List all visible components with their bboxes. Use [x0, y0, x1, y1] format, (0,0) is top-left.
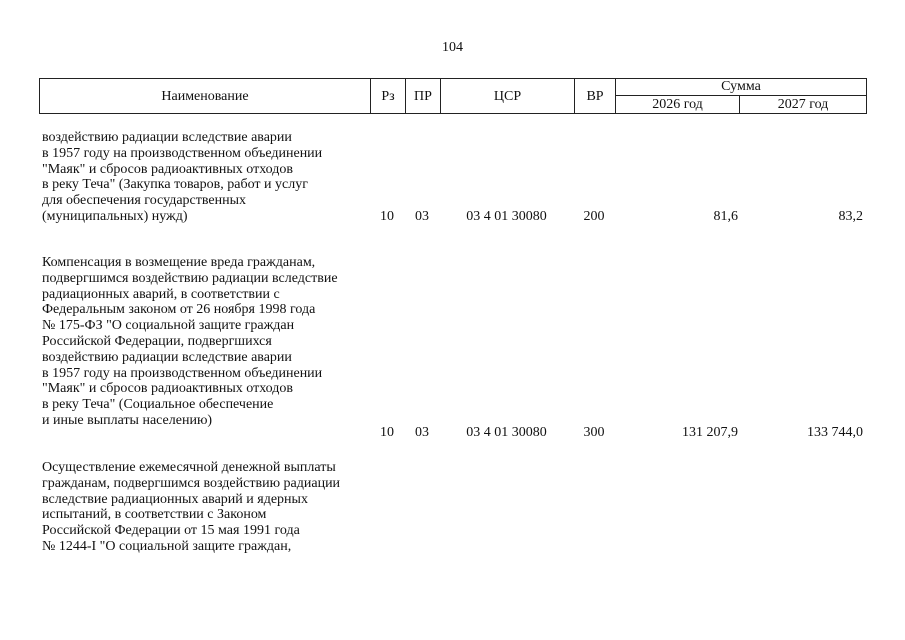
header-sum: Сумма [616, 79, 866, 96]
row-name: Осуществление ежемесячной денежной выплаты гражданам, подвергшимся воздействию радиации вследствие радиационных аварий и ядерных испытаний, в соответствии с Законом Российской Федерации от 15 мая 1991 года № 1244-I "О социальной защите граждан, [42, 460, 341, 554]
header-vr: ВР [575, 79, 616, 114]
row-vr: 200 [583, 209, 605, 224]
header-year-2027: 2027 год [777, 97, 829, 112]
row-rz: 10 [380, 425, 394, 440]
header-rz: Рз [371, 79, 406, 114]
row-vr: 300 [583, 425, 605, 440]
row-pr: 03 [415, 209, 429, 224]
row-amount-2027: 133 744,0 [807, 425, 863, 440]
row-csr: 03 4 01 30080 [466, 425, 547, 440]
row-name: воздействию радиации вследствие аварии в 1957 году на производственном объединении "Маяк" и сбросов радиоактивных отходов в реку Теча" (Закупка товаров, работ и услуг для обеспечения государственных (муниципальных) нужд) [42, 130, 323, 224]
header-year-2026: 2026 год [616, 96, 740, 114]
row-name: Компенсация в возмещение вреда гражданам, подвергшимся воздействию радиации вследствие радиационных аварий, в соответствии с Федеральным законом от 26 ноября 1998 года № 175-ФЗ "О социальной защите граждан Российской Федерации, подвергшихся воздействию радиации вследствие аварии в 1957 году на производственном объединении "Маяк" и сбросов радиоактивных отходов в реку Теча" (Социальное обеспечение и иные выплаты населению) [42, 255, 338, 428]
row-amount-2026: 81,6 [713, 209, 738, 224]
row-amount-2026: 131 207,9 [682, 425, 738, 440]
row-amount-2027: 83,2 [838, 209, 863, 224]
header-name: Наименование [40, 79, 371, 114]
page-number: 104 [442, 40, 463, 55]
header-sum-group [616, 79, 866, 114]
row-rz: 10 [380, 209, 394, 224]
row-pr: 03 [415, 425, 429, 440]
table-header [39, 78, 867, 114]
row-csr: 03 4 01 30080 [466, 209, 547, 224]
header-pr: ПР [406, 79, 441, 114]
header-csr: ЦСР [441, 79, 575, 114]
